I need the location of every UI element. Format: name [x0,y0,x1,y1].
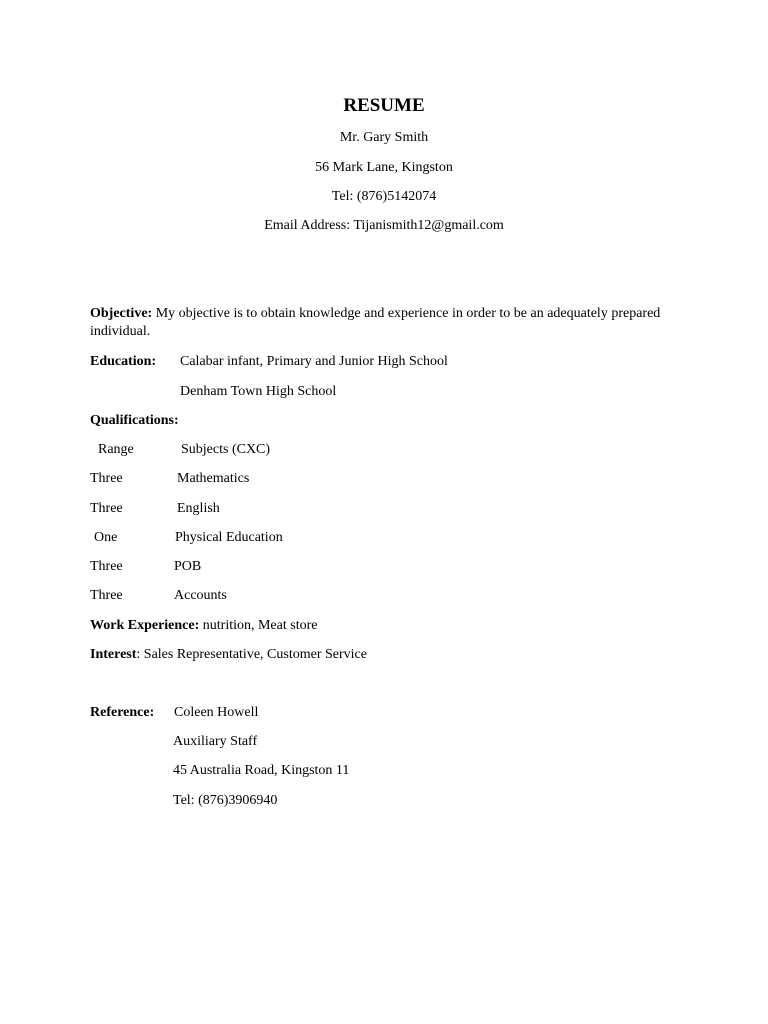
applicant-tel: Tel: (876)5142074 [331,189,437,204]
applicant-name: Mr. Gary Smith [339,130,429,145]
qualification-subject: Physical Education [175,530,283,545]
education-school-2: Denham Town High School [180,384,337,399]
qualification-range: Three [90,471,123,486]
qualification-subject: POB [174,559,202,574]
objective-text: My objective is to obtain knowledge and experience in order to be an adequately prepared individual. [90,306,661,339]
work-experience-section [90,617,317,635]
qualification-subject: English [177,501,220,516]
reference-address: 45 Australia Road, Kingston 11 [173,763,350,778]
reference-label: Reference: [90,705,155,720]
qualification-subject: Mathematics [177,471,250,486]
interest-text: : Sales Representative, Customer Service [136,647,367,662]
qualification-range: One [94,530,118,545]
resume-title: RESUME [343,95,425,116]
applicant-email: Email Address: Tijanismith12@gmail.com [264,218,504,233]
reference-name: Coleen Howell [174,705,259,720]
qualification-range: Three [90,501,123,516]
objective-section [90,305,670,341]
education-school-1: Calabar infant, Primary and Junior High School [180,354,448,369]
work-experience-label: Work Experience: [90,618,200,633]
qualification-range: Three [90,588,123,603]
education-label: Education: [90,354,157,369]
qualifications-label: Qualifications: [90,413,179,428]
qualifications-header-range: Range [98,442,134,457]
qualification-subject: Accounts [174,588,227,603]
reference-position: Auxiliary Staff [173,734,258,749]
interest-label: Interest [90,647,137,662]
interest-section [90,646,367,664]
qualifications-header-subjects: Subjects (CXC) [181,442,271,457]
reference-tel: Tel: (876)3906940 [173,793,278,808]
applicant-address: 56 Mark Lane, Kingston [315,160,453,175]
qualification-range: Three [90,559,123,574]
work-experience-text: nutrition, Meat store [202,618,318,633]
objective-label: Objective: [90,306,153,321]
